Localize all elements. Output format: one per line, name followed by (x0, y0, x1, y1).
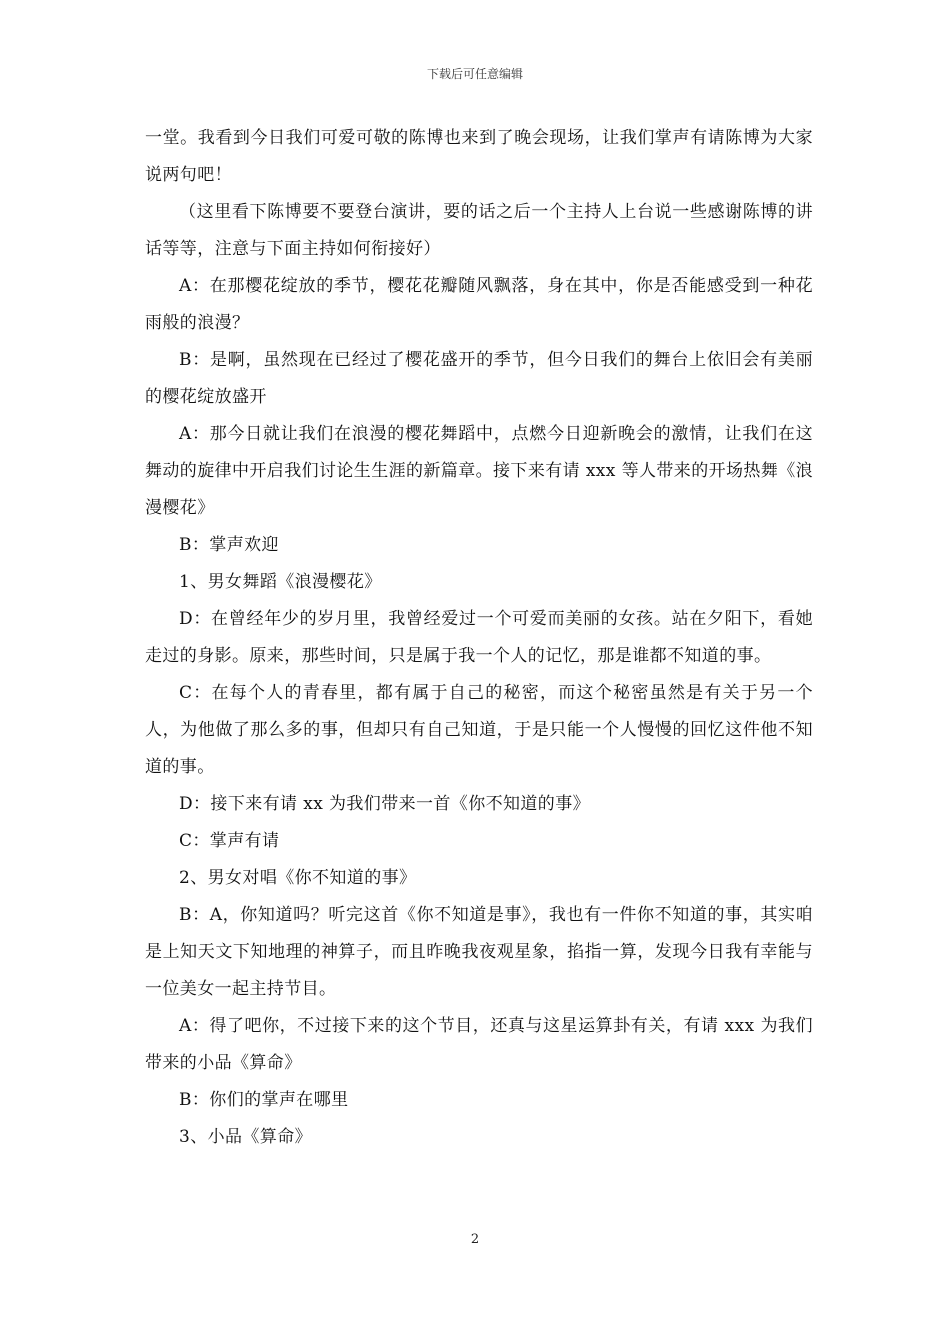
paragraph: C：掌声有请 (179, 831, 280, 851)
page-header: 下载后可任意编辑 (426, 67, 523, 81)
paragraph: B：掌声欢迎 (179, 535, 279, 555)
paragraph: C：在每个人的青春里，都有属于自己的秘密，而这个秘密虽然是有关于另一个人，为他做了那么多的事，但却只有自己知道，于是只能一个人慢慢的回忆这件他不知道的事。 (145, 683, 813, 777)
paragraph: D：接下来有请 xx 为我们带来一首《你不知道的事》 (179, 794, 591, 814)
page-number: 2 (470, 1232, 480, 1247)
paragraph: A：在那樱花绽放的季节，樱花花瓣随风飘落，身在其中，你是否能感受到一种花雨般的浪漫？ (145, 276, 813, 333)
paragraph: 一堂。我看到今日我们可爱可敬的陈博也来到了晚会现场，让我们掌声有请陈博为大家说两句吧！ (145, 128, 813, 185)
paragraph: A：得了吧你，不过接下来的这个节目，还真与这星运算卦有关，有请 xxx 为我们带来的小品《算命》 (145, 1016, 813, 1073)
paragraph: B：是啊，虽然现在已经过了樱花盛开的季节，但今日我们的舞台上依旧会有美丽的樱花绽放盛开 (145, 350, 813, 407)
paragraph: B：A，你知道吗？听完这首《你不知道是事》，我也有一件你不知道的事，其实咱是上知天文下知地理的神算子，而且昨晚我夜观星象，掐指一算，发现今日我有幸能与一位美女一起主持节目。 (145, 905, 813, 999)
paragraph: 3、小品《算命》 (179, 1127, 313, 1147)
paragraph: （这里看下陈博要不要登台演讲，要的话之后一个主持人上台说一些感谢陈博的讲话等等，注意与下面主持如何衔接好） (145, 202, 813, 259)
paragraph: B：你们的掌声在哪里 (179, 1090, 349, 1110)
paragraph: 2、男女对唱《你不知道的事》 (179, 868, 417, 888)
paragraph: 1、男女舞蹈《浪漫樱花》 (179, 572, 382, 592)
paragraph: A：那今日就让我们在浪漫的樱花舞蹈中，点燃今日迎新晚会的激情，让我们在这舞动的旋律中开启我们讨论生生涯的新篇章。接下来有请 xxx 等人带来的开场热舞《浪漫樱花》 (145, 424, 813, 518)
document-body (145, 120, 813, 1156)
paragraph: D：在曾经年少的岁月里，我曾经爱过一个可爱而美丽的女孩。站在夕阳下，看她走过的身影。原来，那些时间，只是属于我一个人的记忆，那是谁都不知道的事。 (145, 609, 813, 666)
